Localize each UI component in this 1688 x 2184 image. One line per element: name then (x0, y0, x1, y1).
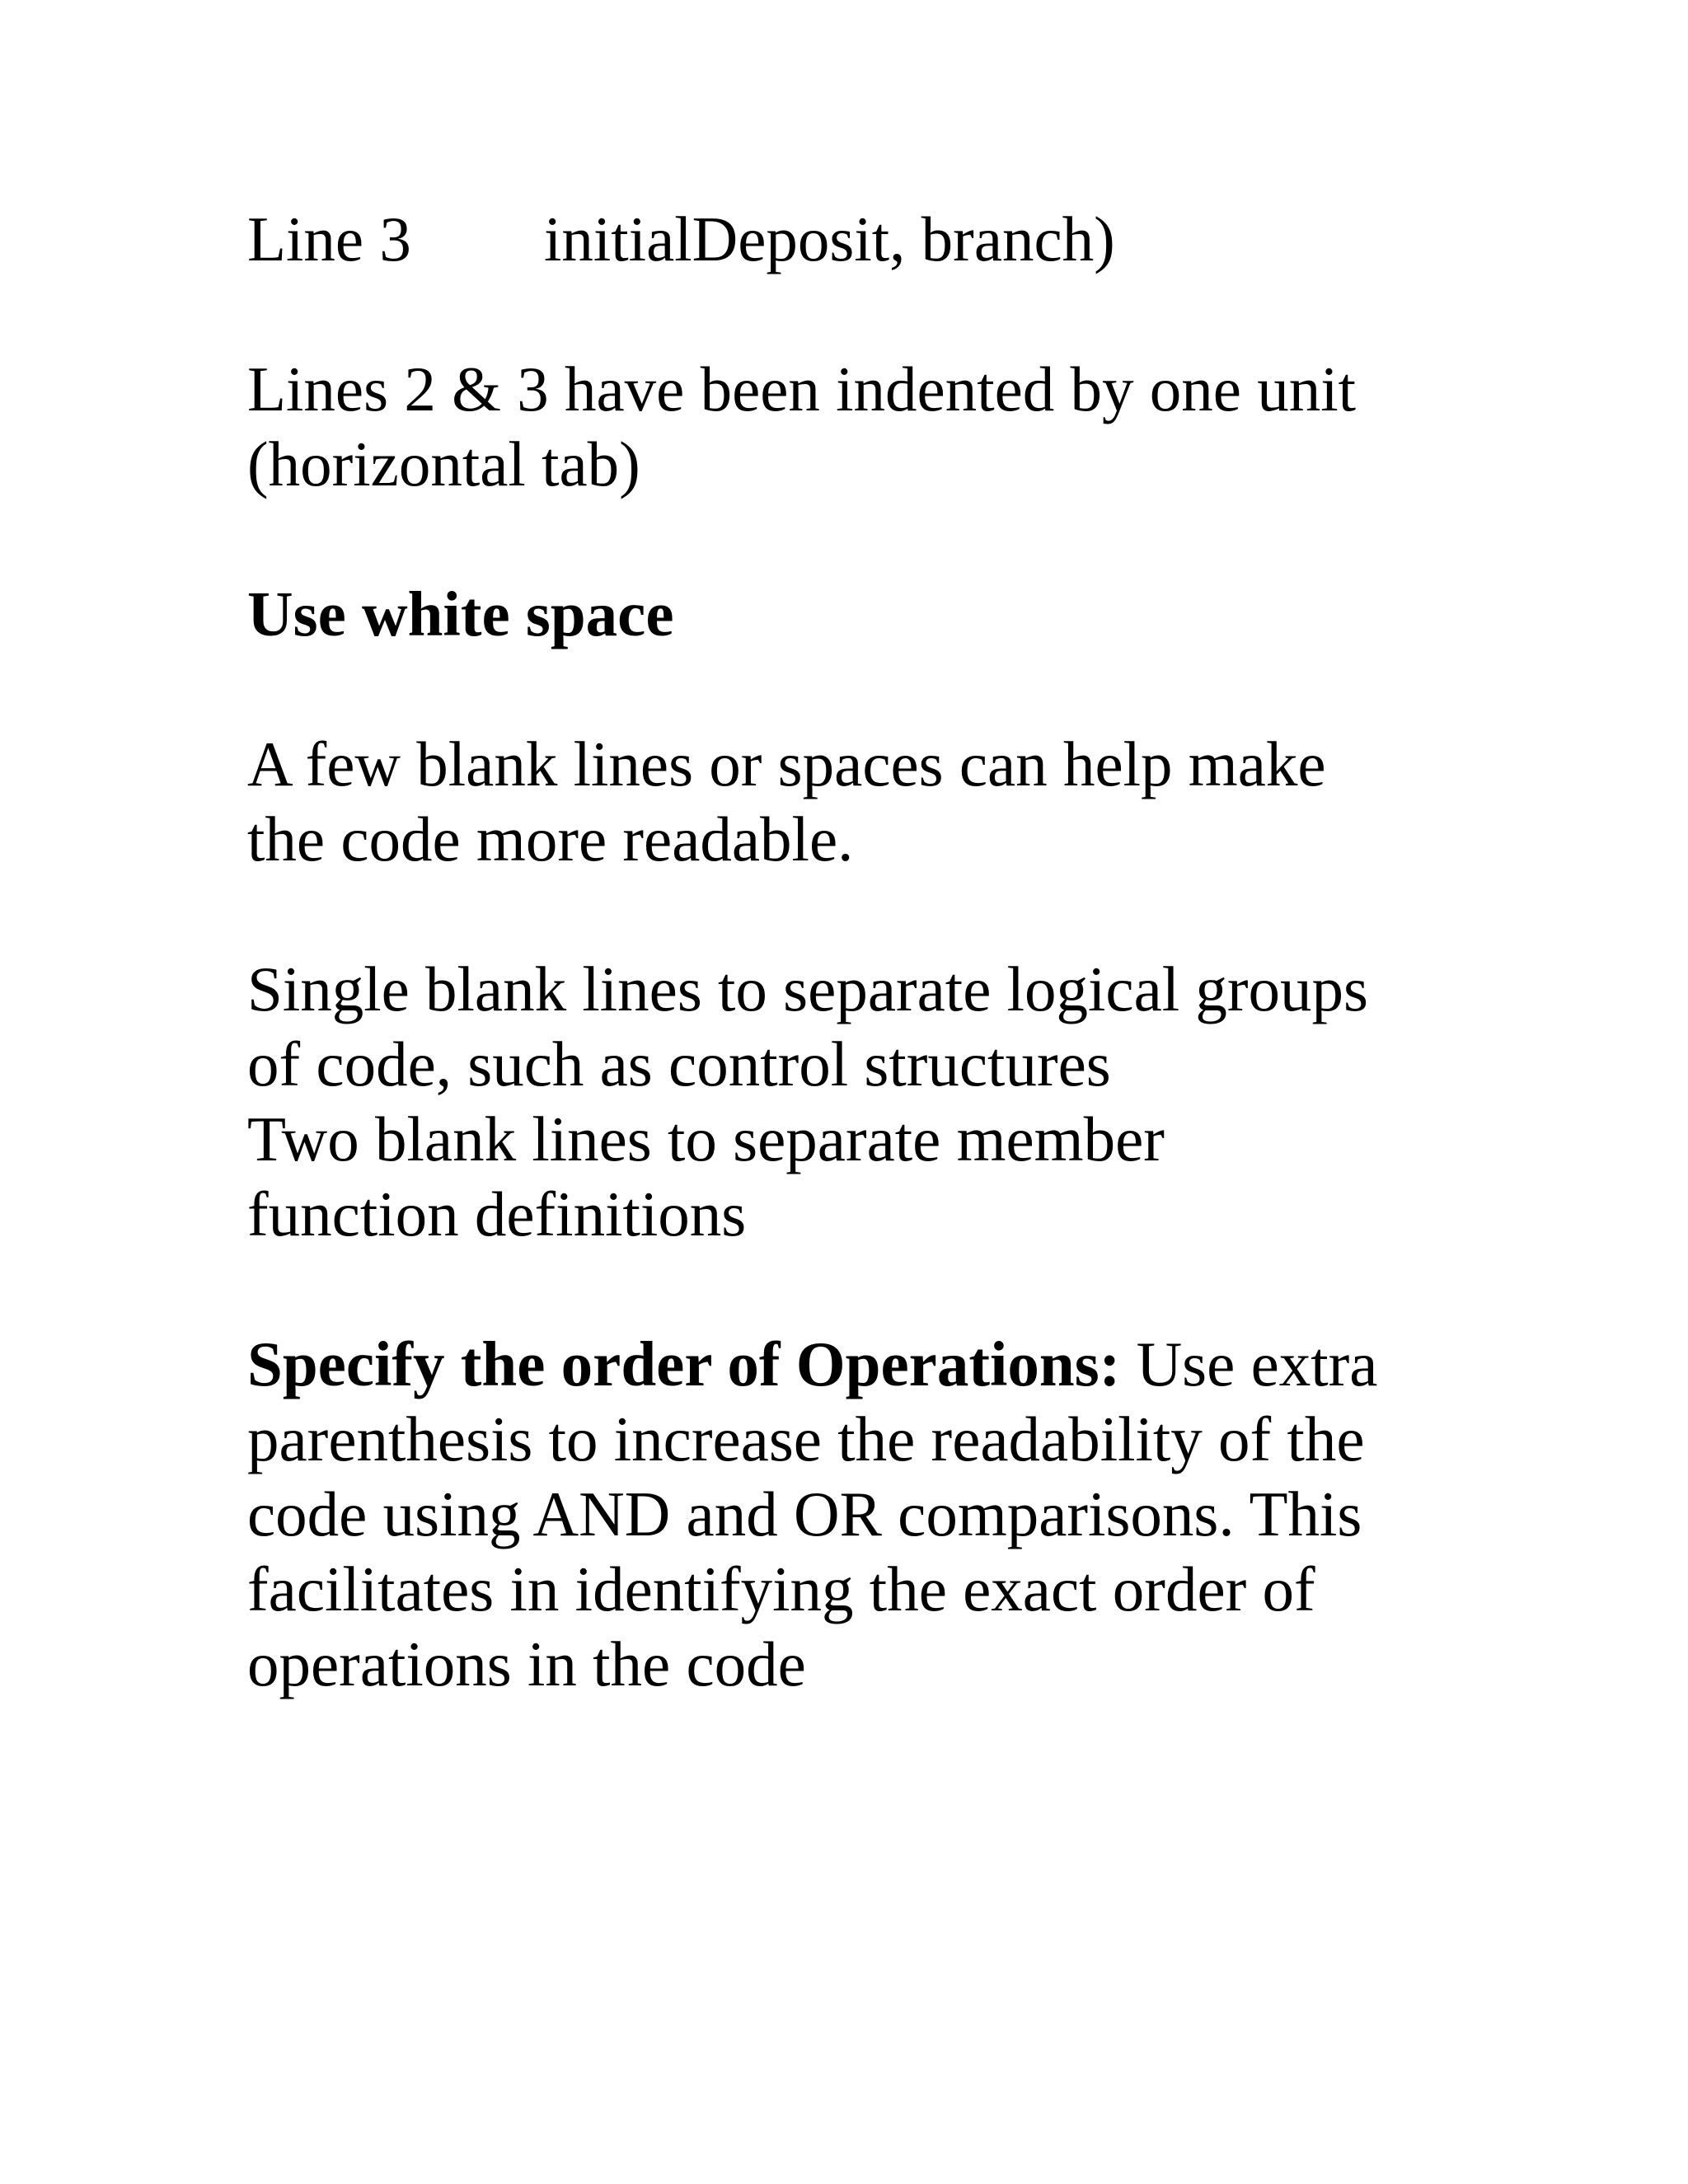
order-line-1-rest: Use extra (1120, 1329, 1378, 1399)
paragraph-gap (247, 652, 1533, 727)
order-line-1 (247, 1327, 1533, 1402)
order-of-operations-heading: Specify the order of Operations: (247, 1329, 1121, 1399)
order-line-2: parenthesis to increase the readability of the (247, 1404, 1365, 1474)
indent-note-line-1: Lines 2 & 3 have been indented by one unit (247, 354, 1357, 424)
white-space-p2-line-4: function definitions (247, 1179, 747, 1249)
order-line-5: operations in the code (247, 1629, 806, 1699)
white-space-p2-line-1: Single blank lines to separate logical groups (247, 954, 1369, 1024)
indent-note (247, 352, 1533, 502)
white-space-heading: Use white space (247, 579, 674, 649)
white-space-paragraph-1 (247, 727, 1533, 877)
paragraph-gap (247, 502, 1533, 577)
paragraph-gap (247, 277, 1533, 352)
document-body (247, 202, 1533, 1702)
code-line-label: Line 3 (247, 204, 411, 274)
white-space-p1-line-2: the code more readable. (247, 804, 854, 874)
order-line-3: code using AND and OR comparisons. This (247, 1479, 1362, 1549)
code-line-text: initialDeposit, branch) (544, 204, 1115, 274)
order-line-4: facilitates in identifying the exact order of (247, 1554, 1315, 1624)
white-space-paragraph-2 (247, 952, 1533, 1252)
white-space-p2-line-2: of code, such as control structures (247, 1029, 1111, 1099)
order-of-operations-paragraph (247, 1327, 1533, 1702)
paragraph-gap (247, 877, 1533, 952)
code-line-example (247, 202, 1533, 277)
indent-note-line-2: (horizontal tab) (247, 429, 640, 499)
paragraph-gap (247, 1252, 1533, 1327)
white-space-p1-line-1: A few blank lines or spaces can help make (247, 729, 1326, 799)
white-space-p2-line-3: Two blank lines to separate member (247, 1104, 1165, 1174)
